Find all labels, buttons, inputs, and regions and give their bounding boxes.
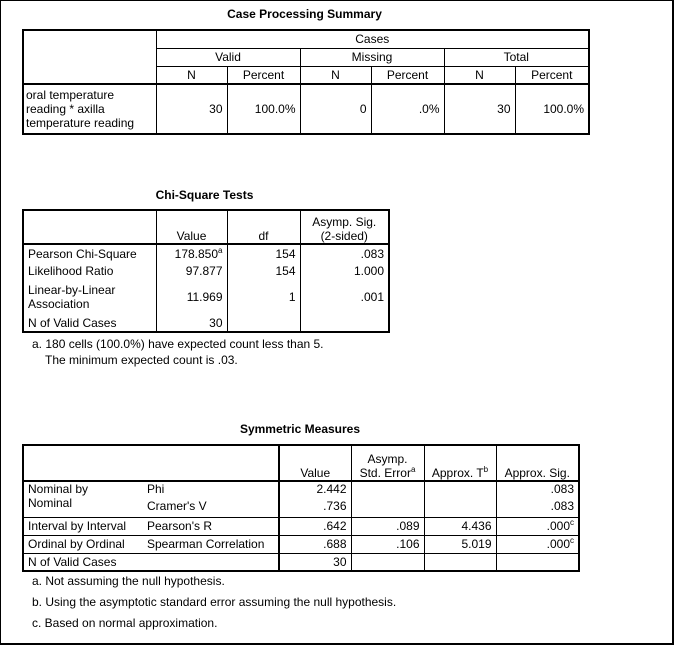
- chi-df-cell: 154: [227, 244, 300, 262]
- symmetric-corner-right: [143, 445, 279, 481]
- sym-t-cell: [424, 481, 496, 496]
- total-n-header: N: [444, 66, 515, 84]
- sym-ase-cell: [351, 496, 424, 517]
- sym-value-header: Value: [279, 445, 351, 481]
- chi-square-table: [22, 209, 390, 333]
- sym-value-cell: 30: [279, 553, 351, 571]
- sym-footnote-c: c. Based on normal approximation.: [32, 616, 218, 630]
- sym-ase-cell: [351, 481, 424, 496]
- table-row: [23, 481, 579, 496]
- sym-t-header: [424, 445, 496, 481]
- table-row: [23, 314, 389, 332]
- sym-t-footnote-marker: b: [483, 465, 489, 474]
- table-row: [23, 280, 389, 314]
- sym-sig-cell: [496, 553, 579, 571]
- chi-sig-cell: .083: [300, 244, 389, 262]
- sym-t-cell: 4.436: [424, 517, 496, 535]
- missing-header: Missing: [300, 48, 444, 66]
- chi-sig-cell: 1.000: [300, 262, 389, 280]
- sym-t-cell: 5.019: [424, 535, 496, 553]
- sym-t-cell: [424, 496, 496, 517]
- sym-sig-text: .000: [546, 519, 570, 533]
- chi-value-footnote-marker: a: [218, 245, 223, 255]
- sym-ase-header-text: Asymp. Std. Error: [359, 452, 411, 480]
- sym-sig-cell: [496, 517, 579, 535]
- total-percent-cell: 100.0%: [515, 84, 589, 134]
- chi-df-cell: 154: [227, 262, 300, 280]
- sym-measure-label: [143, 553, 279, 571]
- sym-ase-cell: [351, 553, 424, 571]
- sym-value-cell: .642: [279, 517, 351, 535]
- chi-value-cell: 97.877: [156, 262, 227, 280]
- total-n-cell: 30: [444, 84, 515, 134]
- valid-percent-header: Percent: [227, 66, 300, 84]
- sym-sig-footnote-marker: c: [570, 518, 574, 527]
- symmetric-corner-left: [23, 445, 143, 481]
- chi-footnote-line2: The minimum expected count is .03.: [45, 353, 238, 367]
- chi-value-cell: 11.969: [156, 280, 227, 314]
- table-row: [23, 262, 389, 280]
- chi-row-label: Linear-by-Linear Association: [23, 280, 156, 314]
- sym-measure-label: Spearman Correlation: [143, 535, 279, 553]
- valid-percent-cell: 100.0%: [227, 84, 300, 134]
- sym-t-header-text: Approx. T: [431, 466, 484, 480]
- chi-df-header: df: [227, 210, 300, 244]
- sym-ase-footnote-marker: a: [410, 465, 416, 474]
- chi-row-label: Pearson Chi-Square: [23, 244, 156, 262]
- missing-n-cell: 0: [300, 84, 371, 134]
- valid-n-header: N: [156, 66, 227, 84]
- valid-n-cell: 30: [156, 84, 227, 134]
- case-processing-title: Case Processing Summary: [227, 7, 382, 21]
- sym-group-label: Interval by Interval: [23, 517, 143, 535]
- chi-sig-header: Asymp. Sig. (2-sided): [300, 210, 389, 244]
- sym-footnote-b: b. Using the asymptotic standard error assuming the null hypothesis.: [32, 595, 397, 609]
- missing-percent-header: Percent: [371, 66, 444, 84]
- sym-group-label: Nominal: [23, 496, 143, 517]
- chi-value-cell: [156, 244, 227, 262]
- sym-group-label: Ordinal by Ordinal: [23, 535, 143, 553]
- chi-sig-cell: [300, 314, 389, 332]
- chi-row-label: N of Valid Cases: [23, 314, 156, 332]
- sym-ase-header: [351, 445, 424, 481]
- sym-sig-cell: [496, 535, 579, 553]
- sym-sig-cell: .083: [496, 481, 579, 496]
- cases-header: Cases: [156, 30, 589, 48]
- table-row: [23, 244, 389, 262]
- total-header: Total: [444, 48, 589, 66]
- table-row: [23, 517, 579, 535]
- sym-sig-text: .000: [546, 537, 570, 551]
- symmetric-table: [22, 444, 580, 572]
- chi-footnote-line1: a. 180 cells (100.0%) have expected count less than 5.: [32, 337, 324, 351]
- sym-t-cell: [424, 553, 496, 571]
- chi-row-label: Likelihood Ratio: [23, 262, 156, 280]
- sym-sig-footnote-marker: c: [570, 536, 574, 545]
- sym-sig-cell: .083: [496, 496, 579, 517]
- missing-n-header: N: [300, 66, 371, 84]
- sym-measure-label: Pearson's R: [143, 517, 279, 535]
- chi-square-corner: [23, 210, 156, 244]
- sym-value-cell: .688: [279, 535, 351, 553]
- sym-measure-label: Cramer's V: [143, 496, 279, 517]
- valid-header: Valid: [156, 48, 300, 66]
- total-percent-header: Percent: [515, 66, 589, 84]
- table-row: [23, 535, 579, 553]
- chi-square-title: Chi-Square Tests: [155, 188, 254, 202]
- case-row-label: oral temperature reading * axilla temperature reading: [23, 84, 156, 134]
- case-processing-corner: [23, 30, 156, 84]
- chi-value-text: 178.850: [174, 246, 219, 261]
- sym-ase-cell: .089: [351, 517, 424, 535]
- sym-measure-label: Phi: [143, 481, 279, 496]
- chi-df-cell: 1: [227, 280, 300, 314]
- chi-df-cell: [227, 314, 300, 332]
- chi-value-header: Value: [156, 210, 227, 244]
- symmetric-title: Symmetric Measures: [239, 422, 361, 436]
- chi-sig-cell: .001: [300, 280, 389, 314]
- sym-value-cell: .736: [279, 496, 351, 517]
- sym-value-cell: 2.442: [279, 481, 351, 496]
- table-row: [23, 553, 579, 571]
- missing-percent-cell: .0%: [371, 84, 444, 134]
- sym-sig-header: Approx. Sig.: [496, 445, 579, 481]
- sym-ase-cell: .106: [351, 535, 424, 553]
- sym-group-label: Nominal by: [23, 481, 143, 496]
- sym-footnote-a: a. Not assuming the null hypothesis.: [32, 574, 225, 588]
- chi-value-cell: 30: [156, 314, 227, 332]
- case-processing-table: [22, 29, 590, 135]
- table-row: [23, 496, 579, 517]
- sym-group-label: N of Valid Cases: [23, 553, 143, 571]
